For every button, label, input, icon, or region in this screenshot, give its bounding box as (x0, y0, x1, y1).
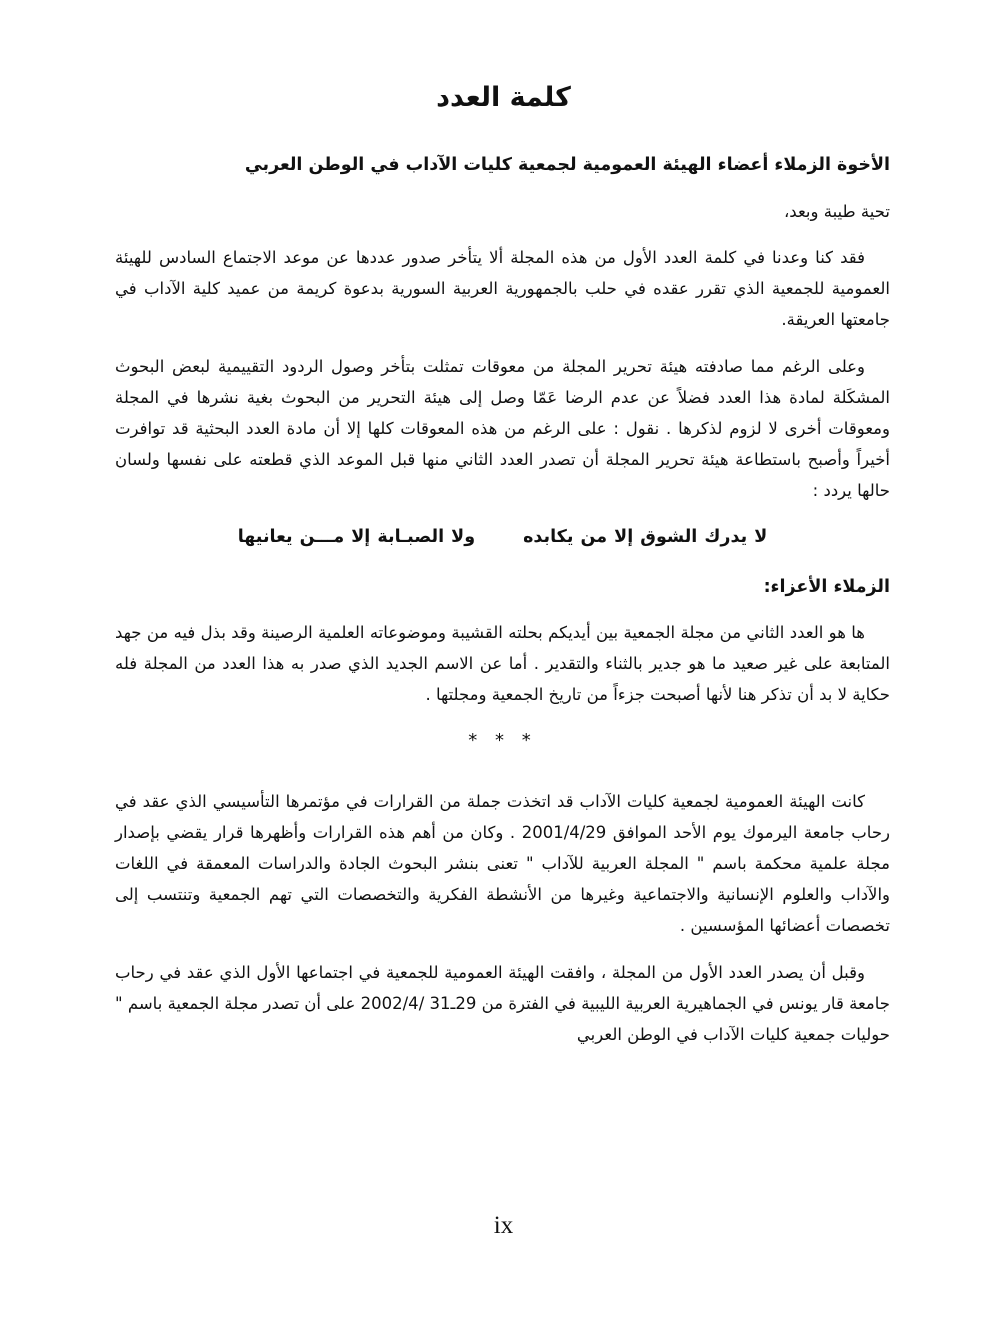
page-title: كلمة العدد (436, 82, 571, 113)
paragraph: وقبل أن يصدر العدد الأول من المجلة ، وافقت الهيئة العمومية للجمعية في اجتماعها الأول الذي عقد في رحاب جامعة قار يونس في الجماهيرية العربية الليبية في الفترة من 29ـ31 /2002/4 على أن تصدر مجلة الجمعية باسم " حوليات جمعية كليات الآداب في الوطن العربي (115, 963, 890, 1044)
poetry-verse (115, 522, 890, 552)
verse-first-hemistich: لا يدرك الشوق إلا من يكابده (523, 527, 768, 547)
address-line: الأخوة الزملاء أعضاء الهيئة العمومية لجمعية كليات الآداب في الوطن العربي (244, 155, 890, 175)
section-subheading: الزملاء الأعزاء: (763, 577, 890, 597)
paragraph: وعلى الرغم مما صادفته هيئة تحرير المجلة من معوقات تمثلت بتأخر وصول الردود التقييمية لبعض البحوث المشكَلة لمادة هذا العدد فضلاً عن عدم الرضا عَمّا وصل إلى هيئة التحرير من البحوث بغية نشرها في المجلة ومعوقات أخرى لا لزوم لذكرها . نقول : على الرغم من هذه المعوقات كلها إلا أن مادة العدد البحثية قد توافرت أخيراً وأصبح باستطاعة هيئة تحرير المجلة أن تصدر العدد الثاني منها قبل الموعد الذي قطعته على نفسها ولسان حالها يردد : (115, 357, 890, 500)
paragraph: كانت الهيئة العمومية لجمعية كليات الآداب قد اتخذت جملة من القرارات في مؤتمرها التأسيسي الذي عقد في رحاب جامعة اليرموك يوم الأحد الموافق 2001/4/29 . وكان من أهم هذه القرارات وأظهرها قرار يقضي بإصدار مجلة علمية محكمة باسم " المجلة العربية للآداب " تعنى بنشر البحوث الجادة والدراسات المعمقة في اللغات والآداب والعلوم الإنسانية والاجتماعية وغيرها من الأنشطة الفكرية والتخصصات التي تهم الجمعية وتنتسب إلى تخصصات أعضائها المؤسسين . (115, 792, 891, 935)
article-body (115, 150, 890, 1066)
paragraph: ها هو العدد الثاني من مجلة الجمعية بين أيديكم بحلته القشيبة وموضوعاته العلمية الرصينة وقد بذل فيه من جهد المتابعة على غير صعيد ما هو جدير بالثناء والتقدير . أما عن الاسم الجديد الذي صدر به هذا العدد من المجلة فله حكاية لا بد أن تذكر هنا لأنها أصبحت جزءاً من تاريخ الجمعية ومجلتها . (115, 623, 890, 704)
section-separator: * * * (468, 730, 537, 751)
verse-second-hemistich: ولا الصبـابة إلا مـــن يعانيها (237, 527, 476, 547)
page-number: ix (493, 1212, 514, 1239)
greeting-line: تحية طيبة وبعد، (783, 202, 890, 221)
paragraph: فقد كنا وعدنا في كلمة العدد الأول من هذه المجلة ألا يتأخر صدور عددها عن موعد الاجتماع السادس للهيئة العمومية للجمعية الذي تقرر عقده في حلب بالجمهورية العربية السورية بدعوة كريمة من عميد كلية الآداب في جامعتها العريقة. (115, 248, 890, 329)
